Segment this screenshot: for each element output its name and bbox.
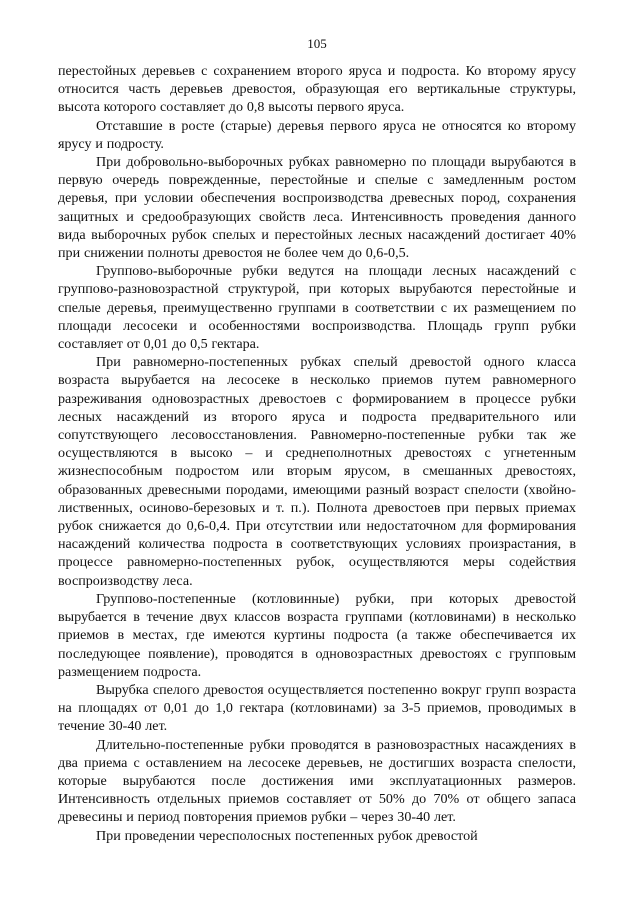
paragraph-8: Длительно-постепенные рубки проводятся в разновозрастных насаждениях в два приема с оставлением на лесосеке деревьев, не достигших возраста спелости, которые вырубаются после достижения ими эксплуатационных размеров. Интенсивность отдельных приемов составляет от 50% до 70% от общего запаса древесины и период повторения приемов рубки – через 30-40 лет. — [58, 736, 576, 826]
page-body — [58, 62, 576, 845]
paragraph-4: Группово-выборочные рубки ведутся на площади лесных насаждений с группово-разновозрастной структурой, при которых вырубаются перестойные и спелые деревья, преимущественно группами в соответствии с их размещением по площади лесосеки и особенностями воспроизводства. Площадь групп рубки составляет от 0,01 до 0,5 гектара. — [58, 263, 576, 353]
paragraph-6: Группово-постепенные (котловинные) рубки, при которых древостой вырубается в течение двух классов возраста группами (котловинами) в несколько приемов в местах, где имеются куртины подроста (а также обеспечивается их последующее появление), проводятся в одновозрастных древостоях с групповым размещением подроста. — [58, 590, 576, 680]
paragraph-9: При проведении чересполосных постепенных рубок древостой — [96, 827, 478, 844]
paragraph-1: перестойных деревьев с сохранением второго яруса и подроста. Ко второму ярусу относится часть деревьев древостоя, образующая его вертикальные структуры, высота которого составляет до 0,8 высоты первого яруса. — [58, 63, 576, 116]
paragraph-5: При равномерно-постепенных рубках спелый древостой одного класса возраста вырубается на лесосеке в несколько приемов путем равномерного разреживания одновозрастных древостоев с формированием в процессе рубки лесных насаждений из второго яруса и подроста предварительного или сопутствующего лесовосстановления. Равномерно-постепенные рубки так же осуществляются в высоко – и среднеполнотных древостоях с угнетенным жизнеспособным подростом или вторым ярусом, в смешанных древостоях, образованных древесными породами, имеющими разный возраст спелости (хвойно-лиственных, осиново-березовых и т. п.). Полнота древостоев при первых приемах рубок снижается до 0,6-0,4. При отсутствии или недостаточном для формирования насаждений количества подроста в соответствующих условиях произрастания, в процессе равномерно-постепенных рубок, осуществляются меры содействия воспроизводству леса. — [58, 354, 576, 589]
paragraph-3: При добровольно-выборочных рубках равномерно по площади вырубаются в первую очередь поврежденные, перестойные и спелые с замедленным ростом деревья, при условии обеспечения воспроизводства древесных пород, сохранения защитных и средообразующих свойств леса. Интенсивность проведения данного вида выборочных рубок спелых и перестойных лесных насаждений достигает 40% при снижении полноты древостоя не более чем до 0,6-0,5. — [58, 154, 576, 262]
paragraph-2: Отставшие в росте (старые) деревья первого яруса не относятся ко второму ярусу и подросту. — [58, 117, 576, 152]
page-number: 105 — [307, 36, 327, 51]
paragraph-7: Вырубка спелого древостоя осуществляется постепенно вокруг групп возраста на площадях от 0,01 до 1,0 гектара (котловинами) за 3-5 приемов, проводимых в течение 30-40 лет. — [58, 681, 576, 735]
